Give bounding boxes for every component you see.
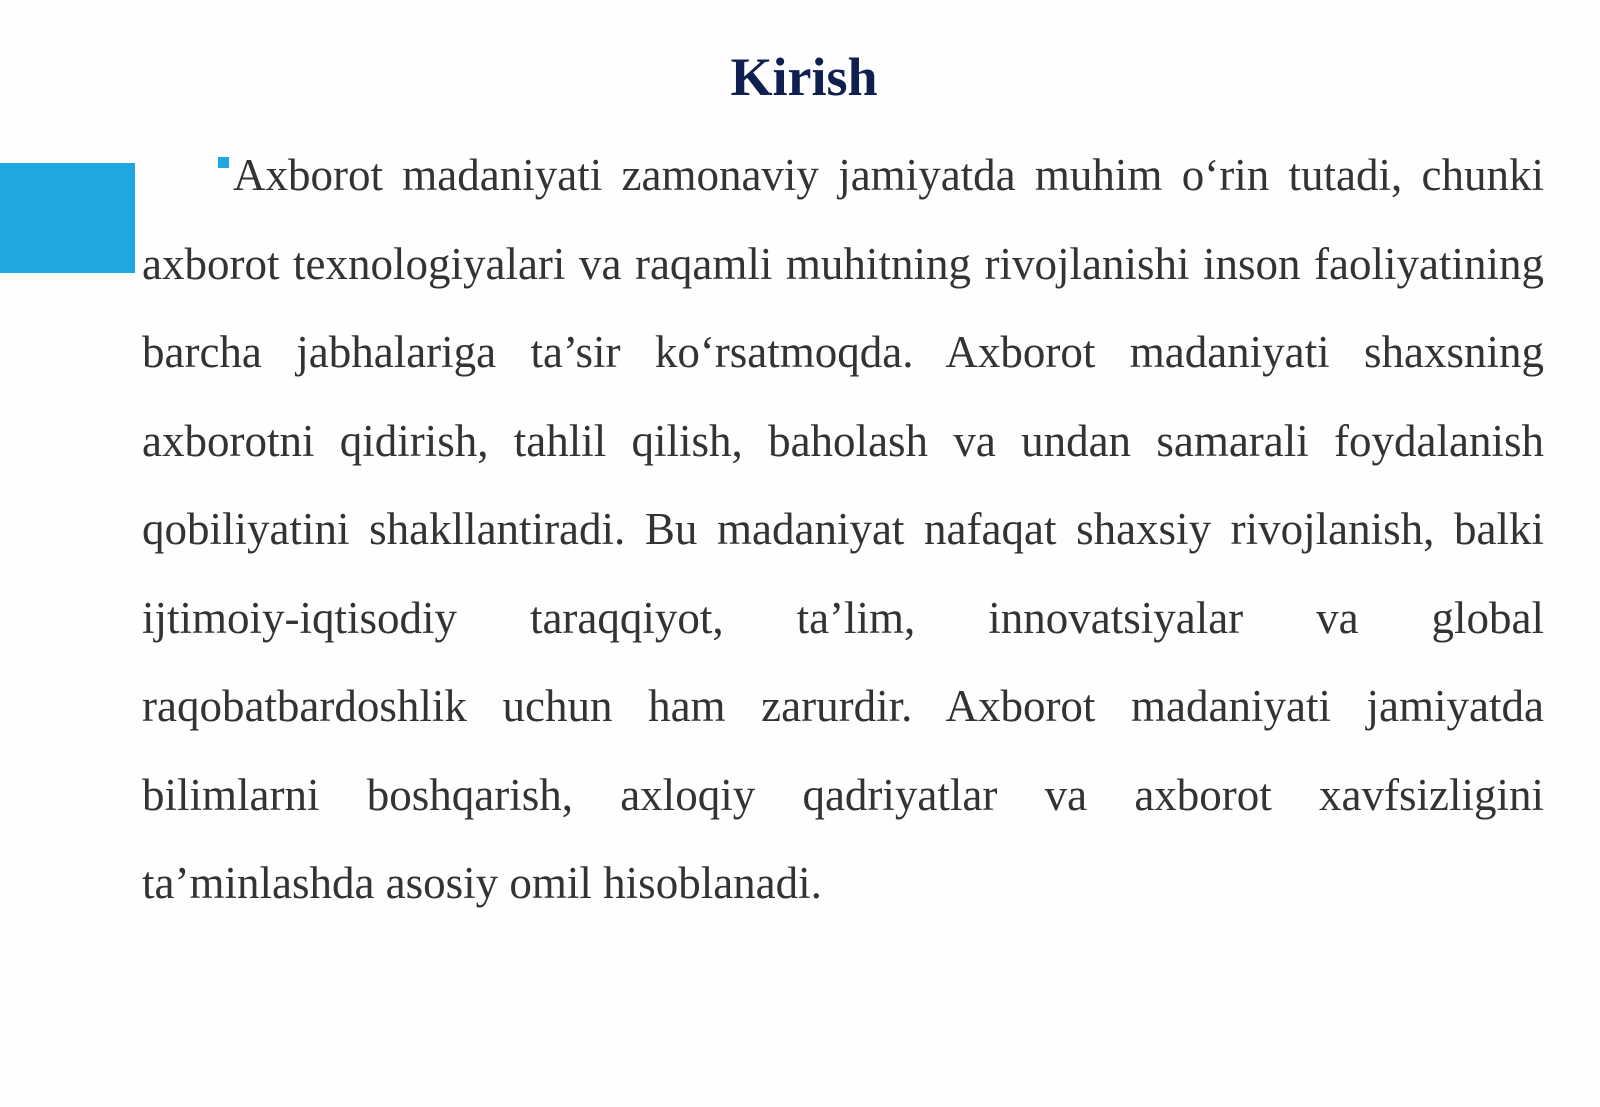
body-paragraph: [142, 131, 1544, 928]
bullet-square-icon: [218, 157, 229, 168]
slide-title: Kirish: [730, 47, 878, 107]
accent-block: [0, 163, 135, 273]
body-paragraph-text: Axborot madaniyati zamonaviy jamiyatda muhim o‘rin tutadi, chunki axborot texnologiyalari va raqamli muhitning rivojlanishi inson faoliyatining barcha jabhalariga ta’sir ko‘rsatmoqda. Axborot madaniyati shaxsning axborotni qidirish, tahlil qilish, baholash va undan samarali foydalanish qobiliyatini shakllantiradi. Bu madaniyat nafaqat shaxsiy rivojlanish, balki ijtimoiy-iqtisodiy taraqqiyot, ta’lim, innovatsiyalar va global raqobatbardoshlik uchun ham zarurdir. Axborot madaniyati jamiyatda bilimlarni boshqarish, axloqiy qadriyatlar va axborot xavfsizligini ta’minlashda asosiy omil hisoblanadi.: [142, 150, 1544, 908]
